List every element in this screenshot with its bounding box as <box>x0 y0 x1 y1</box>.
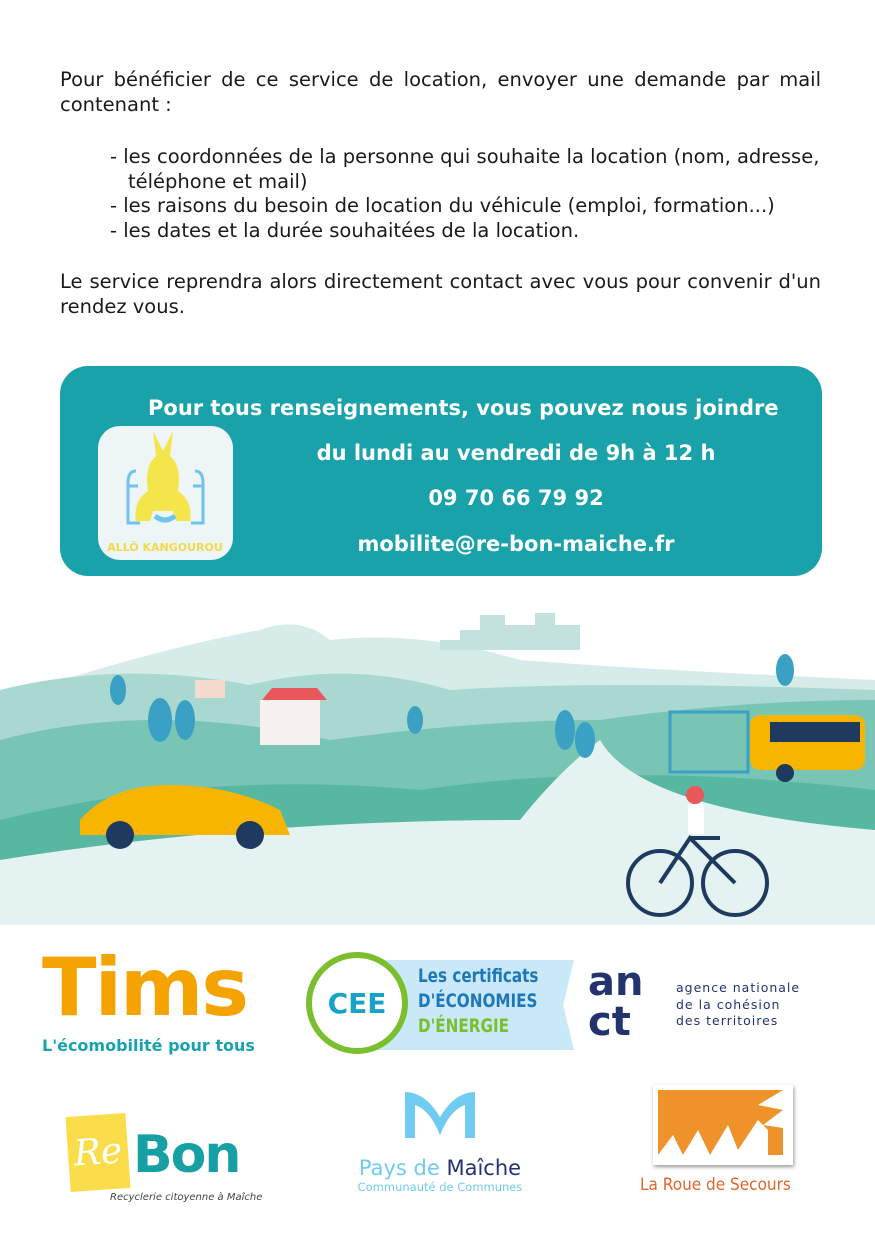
anct-mark-bottom: ct <box>588 999 631 1045</box>
allo-kangourou-logo <box>98 426 233 560</box>
contact-heading: Pour tous renseignements, vous pouvez nous joindre <box>148 396 779 420</box>
list-item: - les raisons du besoin de location du véhicule (emploi, formation...) <box>110 194 775 217</box>
cee-line2: D'ÉCONOMIES <box>418 990 538 1012</box>
maiche-pays: Pays de <box>358 1156 447 1180</box>
mobility-illustration <box>0 590 875 925</box>
roue-de-secours-logo <box>635 1085 810 1200</box>
maiche-name: Maîche <box>446 1156 522 1180</box>
contact-email[interactable]: mobilite@re-bon-maiche.fr <box>357 532 675 556</box>
requirements-list <box>110 145 820 243</box>
anct-line2: de la cohésion <box>676 996 781 1012</box>
sun-icon <box>653 1085 793 1165</box>
list-item: - les coordonnées de la personne qui souhaite la location (nom, adresse, téléphone et mail) <box>110 145 820 193</box>
cee-badge: CEE <box>306 952 408 1054</box>
maiche-emblem-icon <box>400 1090 480 1138</box>
tims-tagline: L'écomobilité pour tous <box>42 1036 255 1055</box>
contact-phone[interactable]: 09 70 66 79 92 <box>428 486 604 510</box>
list-item: - les dates et la durée souhaitées de la location. <box>110 218 580 242</box>
contact-hours: du lundi au vendredi de 9h à 12 h <box>316 441 716 465</box>
rebon-tagline: Recyclerie citoyenne à Maîche <box>110 1192 263 1203</box>
tims-logo <box>42 941 272 1063</box>
cee-line1: Les certificats <box>418 965 539 987</box>
pays-de-maiche-logo <box>340 1090 540 1200</box>
allo-kangourou-text: ALLÔ KANGOUROU <box>107 541 223 554</box>
rebon-re: Re <box>65 1113 130 1192</box>
anct-line3: des territoires <box>676 1013 779 1028</box>
anct-mark-top: an <box>588 959 644 1005</box>
outro-text: Le service reprendra alors directement contact avec vous pour convenir d'un rendez vous. <box>60 270 821 318</box>
maiche-subtitle: Communauté de Communes <box>357 1180 523 1194</box>
anct-line1: agence nationale <box>676 980 801 995</box>
tims-wordmark: Tims <box>42 941 247 1034</box>
rebon-logo <box>58 1080 263 1205</box>
roue-de-secours-text: La Roue de Secours <box>640 1175 791 1195</box>
cee-line3: D'ÉNERGIE <box>418 1015 509 1037</box>
kangaroo-icon <box>98 426 233 560</box>
anct-logo <box>588 959 828 1052</box>
contact-box <box>60 366 822 576</box>
intro-text: Pour bénéficier de ce service de location, envoyer une demande par mail contenant : <box>60 68 821 116</box>
rebon-bon: Bon <box>133 1125 240 1185</box>
cee-logo <box>306 952 574 1052</box>
